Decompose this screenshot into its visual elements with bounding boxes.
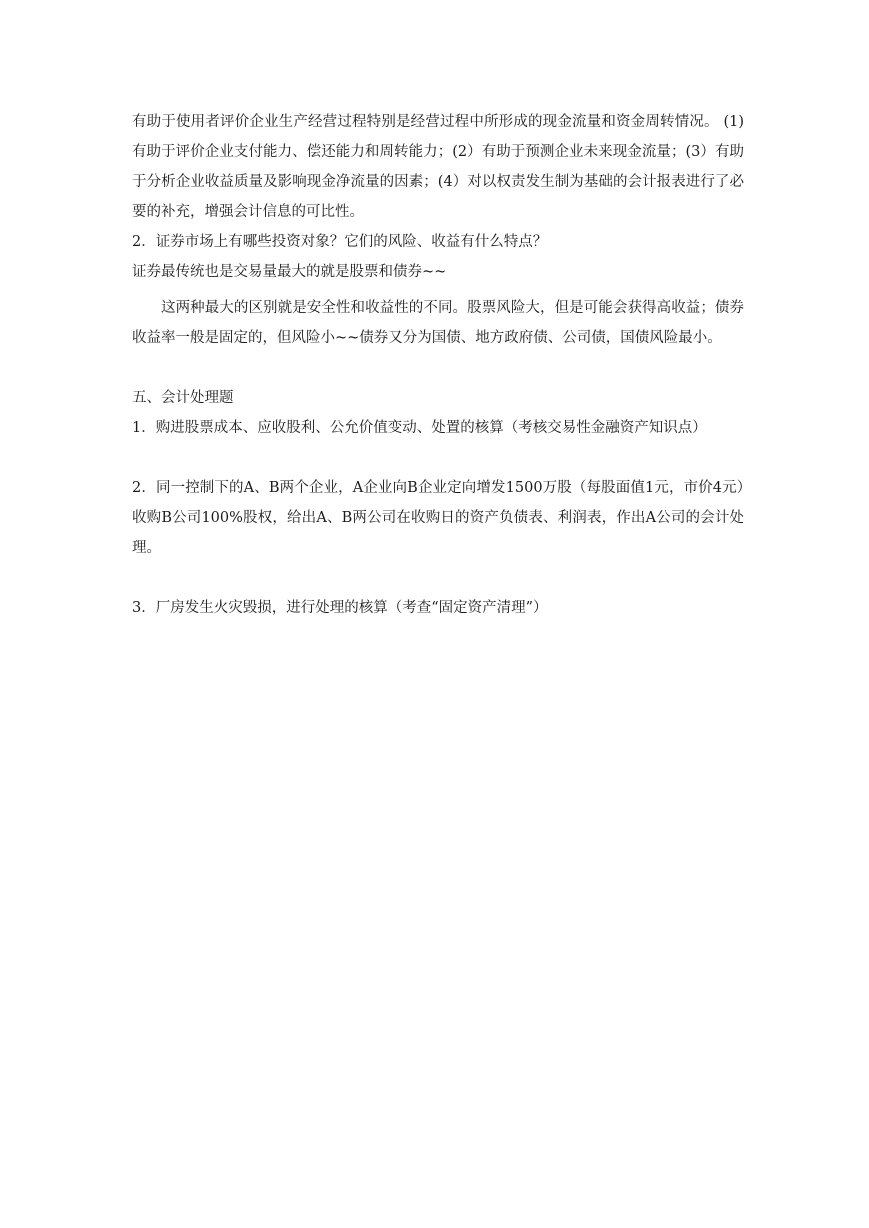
question-2: 2．证券市场上有哪些投资对象？它们的风险、收益有什么特点？ bbox=[132, 234, 548, 250]
spacer bbox=[132, 563, 744, 593]
item-2: 2．同一控制下的A、B两个企业，A企业向B企业定向增发1500万股（每股面值1元，市价4元）收购B公司100%股权，给出A、B两公司在收购日的资产负债表、利润表，作出A公司的会计处理。 bbox=[132, 480, 744, 556]
spacer bbox=[132, 443, 744, 473]
spacer bbox=[132, 353, 744, 383]
item-3: 3．厂房发生火灾毁损，进行处理的核算（考查“固定资产清理”） bbox=[132, 600, 548, 616]
item-1: 1．购进股票成本、应收股利、公允价值变动、处置的核算（考核交易性金融资产知识点） bbox=[132, 420, 707, 436]
document-body bbox=[132, 107, 744, 623]
intro-paragraph: 有助于使用者评价企业生产经营过程特别是经营过程中所形成的现金流量和资金周转情况。 (1)有助于评价企业支付能力、偿还能力和周转能力；(2）有助于预测企业未来现金流量；(3）有助于分析企业收益质量及影响现金净流量的因素；(4）对以权责发生制为基础的会计报表进行了必要的补充，增强会计信息的可比性。 bbox=[132, 114, 744, 220]
answer-2-lead: 证券最传统也是交易量最大的就是股票和债券~~ bbox=[132, 264, 447, 280]
answer-2-paragraph: 这两种最大的区别就是安全性和收益性的不同。股票风险大，但是可能会获得高收益；债券收益率一般是固定的，但风险小~~债券又分为国债、地方政府债、公司债，国债风险最小。 bbox=[132, 300, 744, 346]
section-5-title: 五、会计处理题 bbox=[132, 390, 234, 406]
